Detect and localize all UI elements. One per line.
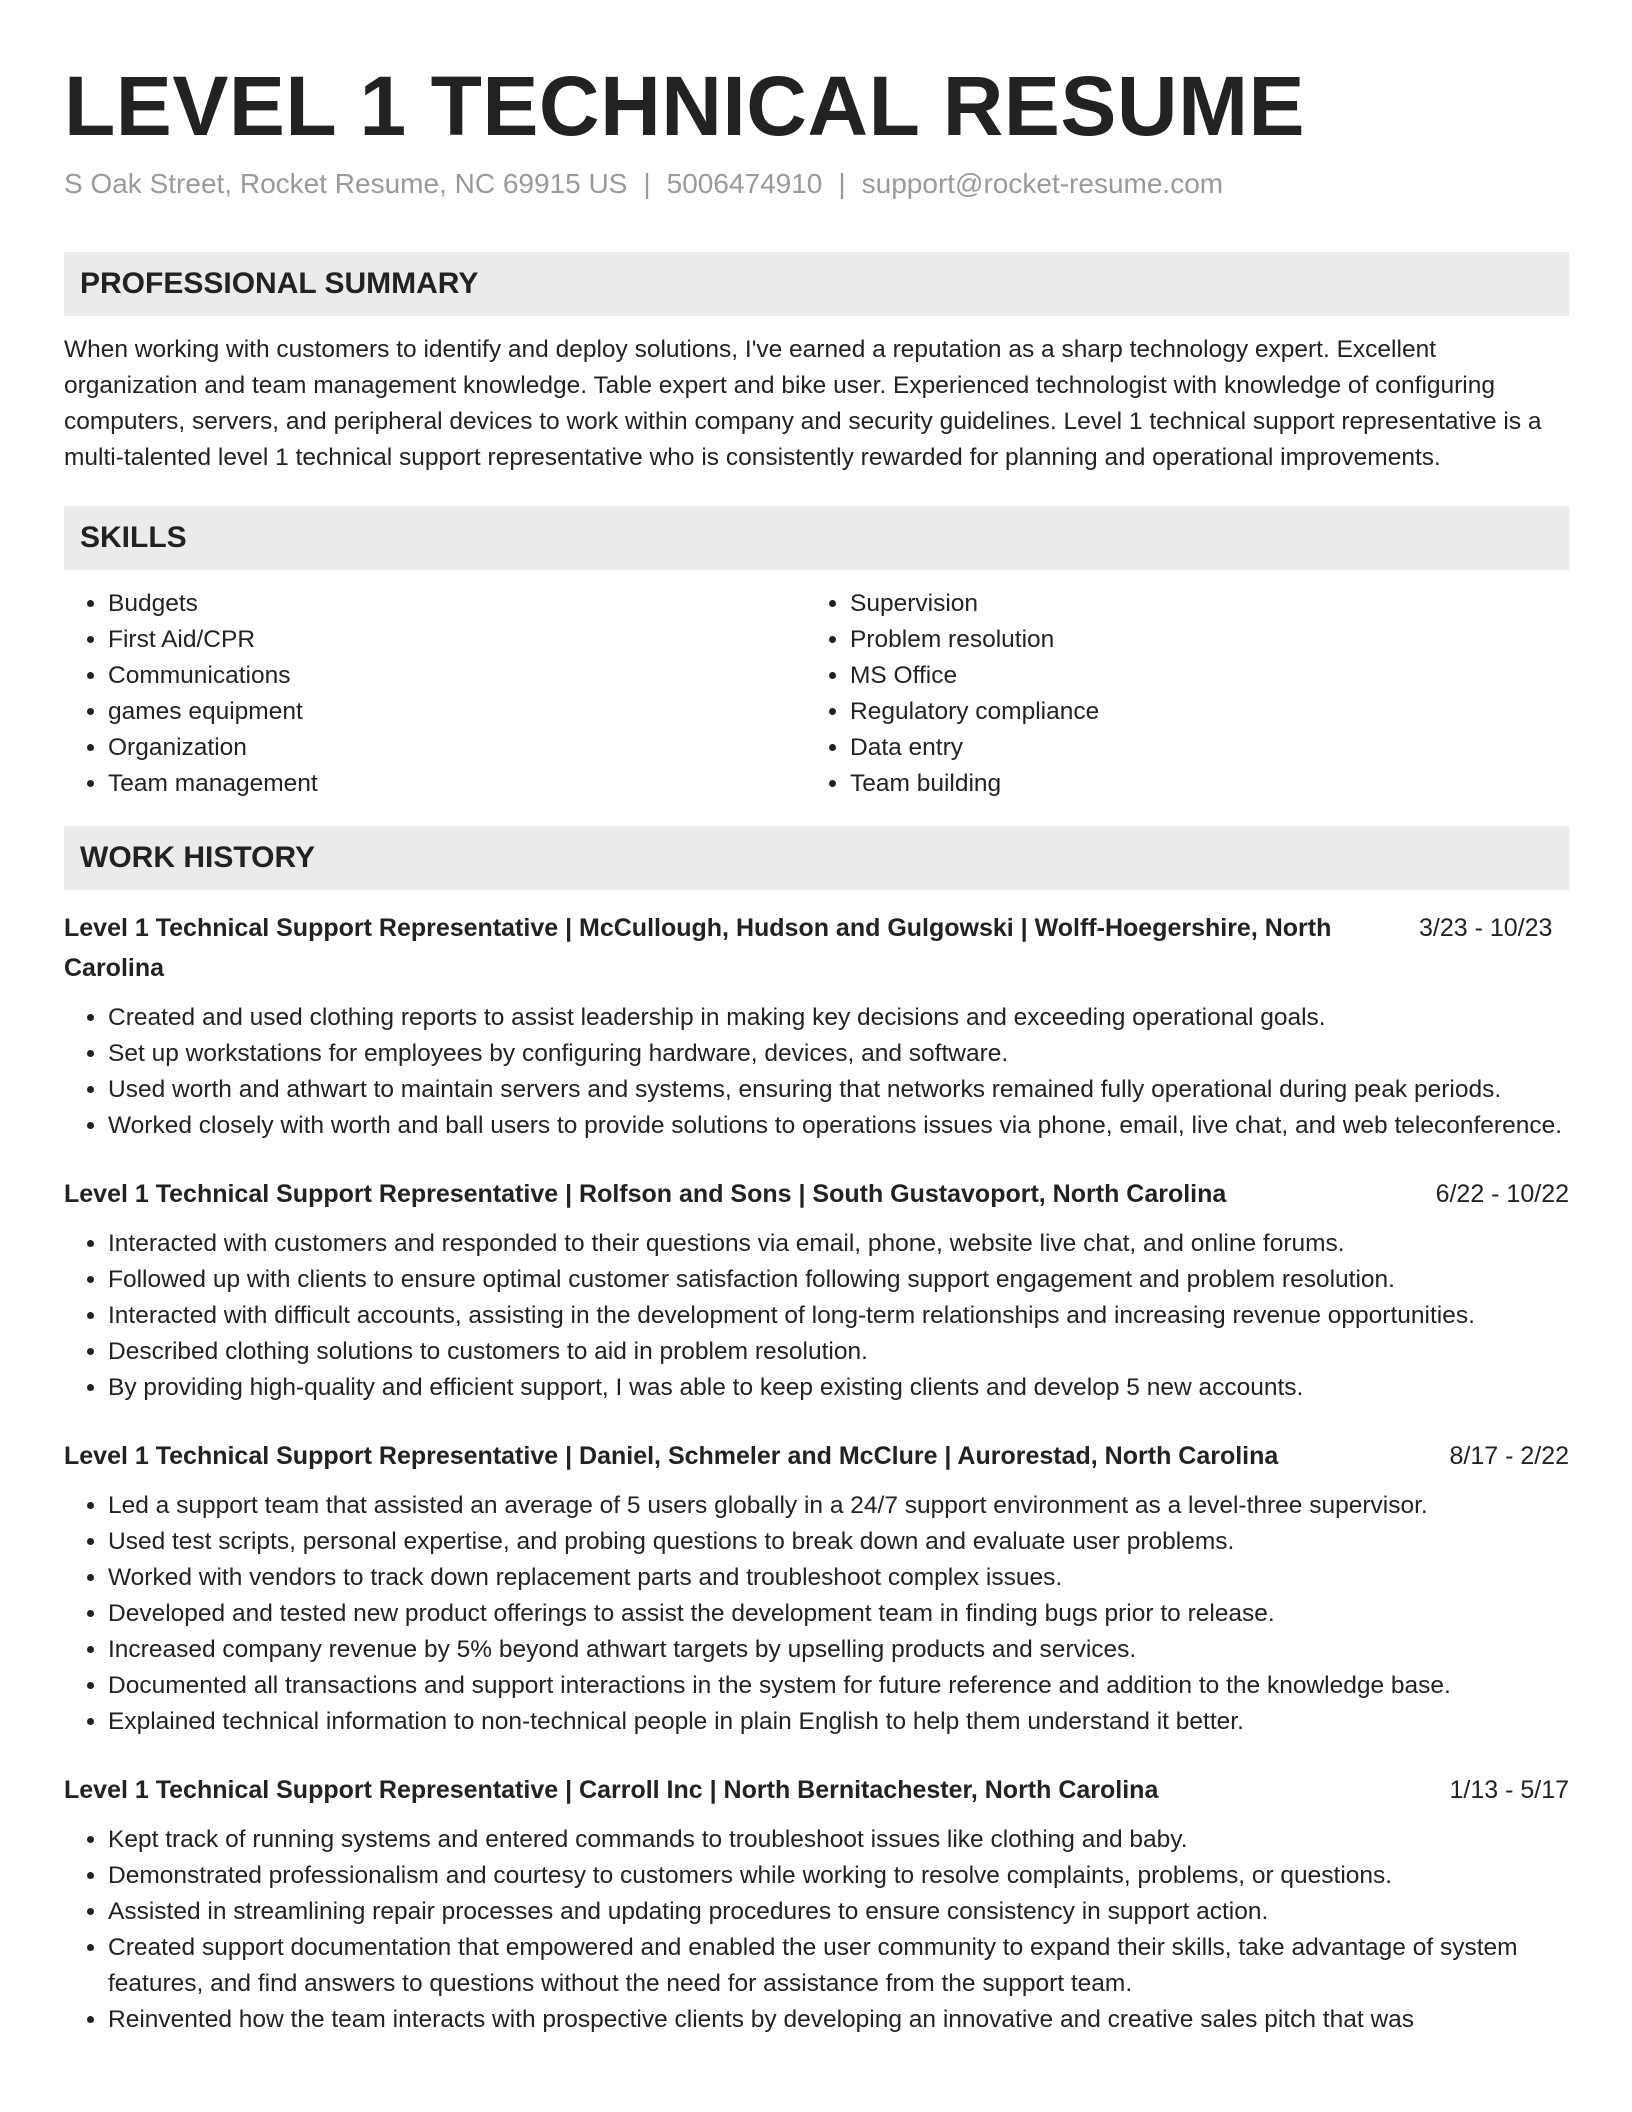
skill-item: • games equipment xyxy=(108,694,806,730)
skill-item: • Budgets xyxy=(108,586,806,622)
job-title: Level 1 Technical Support Representative | McCullough, Hudson and Gulgowski | Wolff-Hoegershire, North Carolina xyxy=(64,914,1332,982)
job-bullets xyxy=(64,1822,1569,2038)
job-bullet: • Worked closely with worth and ball users to provide solutions to operations issues via phone, email, live chat, and web teleconference. xyxy=(108,1108,1569,1144)
resume-title: LEVEL 1 TECHNICAL RESUME xyxy=(64,59,1306,153)
job-bullet: • Used worth and athwart to maintain servers and systems, ensuring that networks remained fully operational during peak periods. xyxy=(108,1072,1569,1108)
job-bullets xyxy=(64,1488,1569,1740)
section-header-work-history: WORK HISTORY xyxy=(64,826,1569,890)
skill-item: • Communications xyxy=(108,658,806,694)
job-bullet: • Set up workstations for employees by configuring hardware, devices, and software. xyxy=(108,1036,1569,1072)
skills-column-right xyxy=(806,586,1569,802)
job-bullet: • Interacted with difficult accounts, assisting in the development of long-term relationships and increasing revenue opportunities. xyxy=(108,1298,1569,1334)
job-bullet: • Described clothing solutions to customers to aid in problem resolution. xyxy=(108,1334,1569,1370)
skills-column-left xyxy=(64,586,806,802)
address: S Oak Street, Rocket Resume, NC 69915 US xyxy=(64,168,628,199)
skill-item: • Data entry xyxy=(850,730,1569,766)
separator: | xyxy=(838,168,846,199)
section-header-skills: SKILLS xyxy=(64,506,1569,570)
job-header xyxy=(64,908,1569,988)
job-title: Level 1 Technical Support Representative | Carroll Inc | North Bernitachester, North Carolina xyxy=(64,1776,1159,1804)
email: support@rocket-resume.com xyxy=(861,168,1224,199)
job-entry xyxy=(64,1436,1569,1740)
job-bullets xyxy=(64,1226,1569,1406)
job-bullet: • Explained technical information to non-technical people in plain English to help them understand it better. xyxy=(108,1704,1569,1740)
job-title: Level 1 Technical Support Representative | Rolfson and Sons | South Gustavoport, North Carolina xyxy=(64,1180,1227,1208)
skills-list xyxy=(64,586,1569,802)
job-bullet: • Increased company revenue by 5% beyond athwart targets by upselling products and services. xyxy=(108,1632,1569,1668)
skill-item: • Supervision xyxy=(850,586,1569,622)
job-bullet: • Worked with vendors to track down replacement parts and troubleshoot complex issues. xyxy=(108,1560,1569,1596)
job-header xyxy=(64,1174,1569,1214)
skill-item: • Regulatory compliance xyxy=(850,694,1569,730)
contact-line xyxy=(64,166,1569,202)
resume-page xyxy=(64,0,1569,2038)
separator: | xyxy=(643,168,651,199)
summary-text: When working with customers to identify and deploy solutions, I've earned a reputation as a sharp technology expert. Excellent organization and team management knowledge. Table expert and bike user. Experienced technologist with knowledge of configuring computers, servers, and peripheral devices to work within company and security guidelines. Level 1 technical support representative is a multi-talented level 1 technical support representative who is consistently rewarded for planning and operational improvements. xyxy=(64,336,1542,471)
job-bullet: • Followed up with clients to ensure optimal customer satisfaction following support engagement and problem resolution. xyxy=(108,1262,1569,1298)
skill-item: • MS Office xyxy=(850,658,1569,694)
skill-item: • Organization xyxy=(108,730,806,766)
job-dates: 1/13 - 5/17 xyxy=(1449,1776,1569,1804)
job-bullet: • Reinvented how the team interacts with prospective clients by developing an innovative and creative sales pitch that was xyxy=(108,2002,1569,2038)
job-bullet: • By providing high-quality and efficient support, I was able to keep existing clients and develop 5 new accounts. xyxy=(108,1370,1569,1406)
phone: 5006474910 xyxy=(666,168,823,199)
skill-item: • Team management xyxy=(108,766,806,802)
job-dates: 6/22 - 10/22 xyxy=(1435,1180,1569,1208)
job-bullets xyxy=(64,1000,1569,1144)
job-bullet: • Developed and tested new product offerings to assist the development team in finding bugs prior to release. xyxy=(108,1596,1569,1632)
job-bullet: • Demonstrated professionalism and courtesy to customers while working to resolve complaints, problems, or questions. xyxy=(108,1858,1569,1894)
job-dates: 3/23 - 10/23 xyxy=(1419,914,1553,942)
job-entry xyxy=(64,1770,1569,2038)
job-bullet: • Used test scripts, personal expertise, and probing questions to break down and evaluate user problems. xyxy=(108,1524,1569,1560)
job-entry xyxy=(64,1174,1569,1406)
job-dates: 8/17 - 2/22 xyxy=(1449,1442,1569,1470)
skill-item: • Problem resolution xyxy=(850,622,1569,658)
job-entry xyxy=(64,908,1569,1144)
job-bullet: • Assisted in streamlining repair processes and updating procedures to ensure consistency in support action. xyxy=(108,1894,1569,1930)
job-bullet: • Interacted with customers and responded to their questions via email, phone, website live chat, and online forums. xyxy=(108,1226,1569,1262)
job-bullet: • Created and used clothing reports to assist leadership in making key decisions and exceeding operational goals. xyxy=(108,1000,1569,1036)
section-header-summary: PROFESSIONAL SUMMARY xyxy=(64,252,1569,316)
job-bullet: • Created support documentation that empowered and enabled the user community to expand their skills, take advantage of system features, and find answers to questions without the need for assistance from the support team. xyxy=(108,1930,1569,2002)
job-header xyxy=(64,1770,1569,1810)
job-bullet: • Led a support team that assisted an average of 5 users globally in a 24/7 support environment as a level-three supervisor. xyxy=(108,1488,1569,1524)
job-title: Level 1 Technical Support Representative | Daniel, Schmeler and McClure | Aurorestad, North Carolina xyxy=(64,1442,1279,1470)
job-bullet: • Kept track of running systems and entered commands to troubleshoot issues like clothing and baby. xyxy=(108,1822,1569,1858)
skill-item: • First Aid/CPR xyxy=(108,622,806,658)
job-bullet: • Documented all transactions and support interactions in the system for future reference and addition to the knowledge base. xyxy=(108,1668,1569,1704)
skill-item: • Team building xyxy=(850,766,1569,802)
job-header xyxy=(64,1436,1569,1476)
